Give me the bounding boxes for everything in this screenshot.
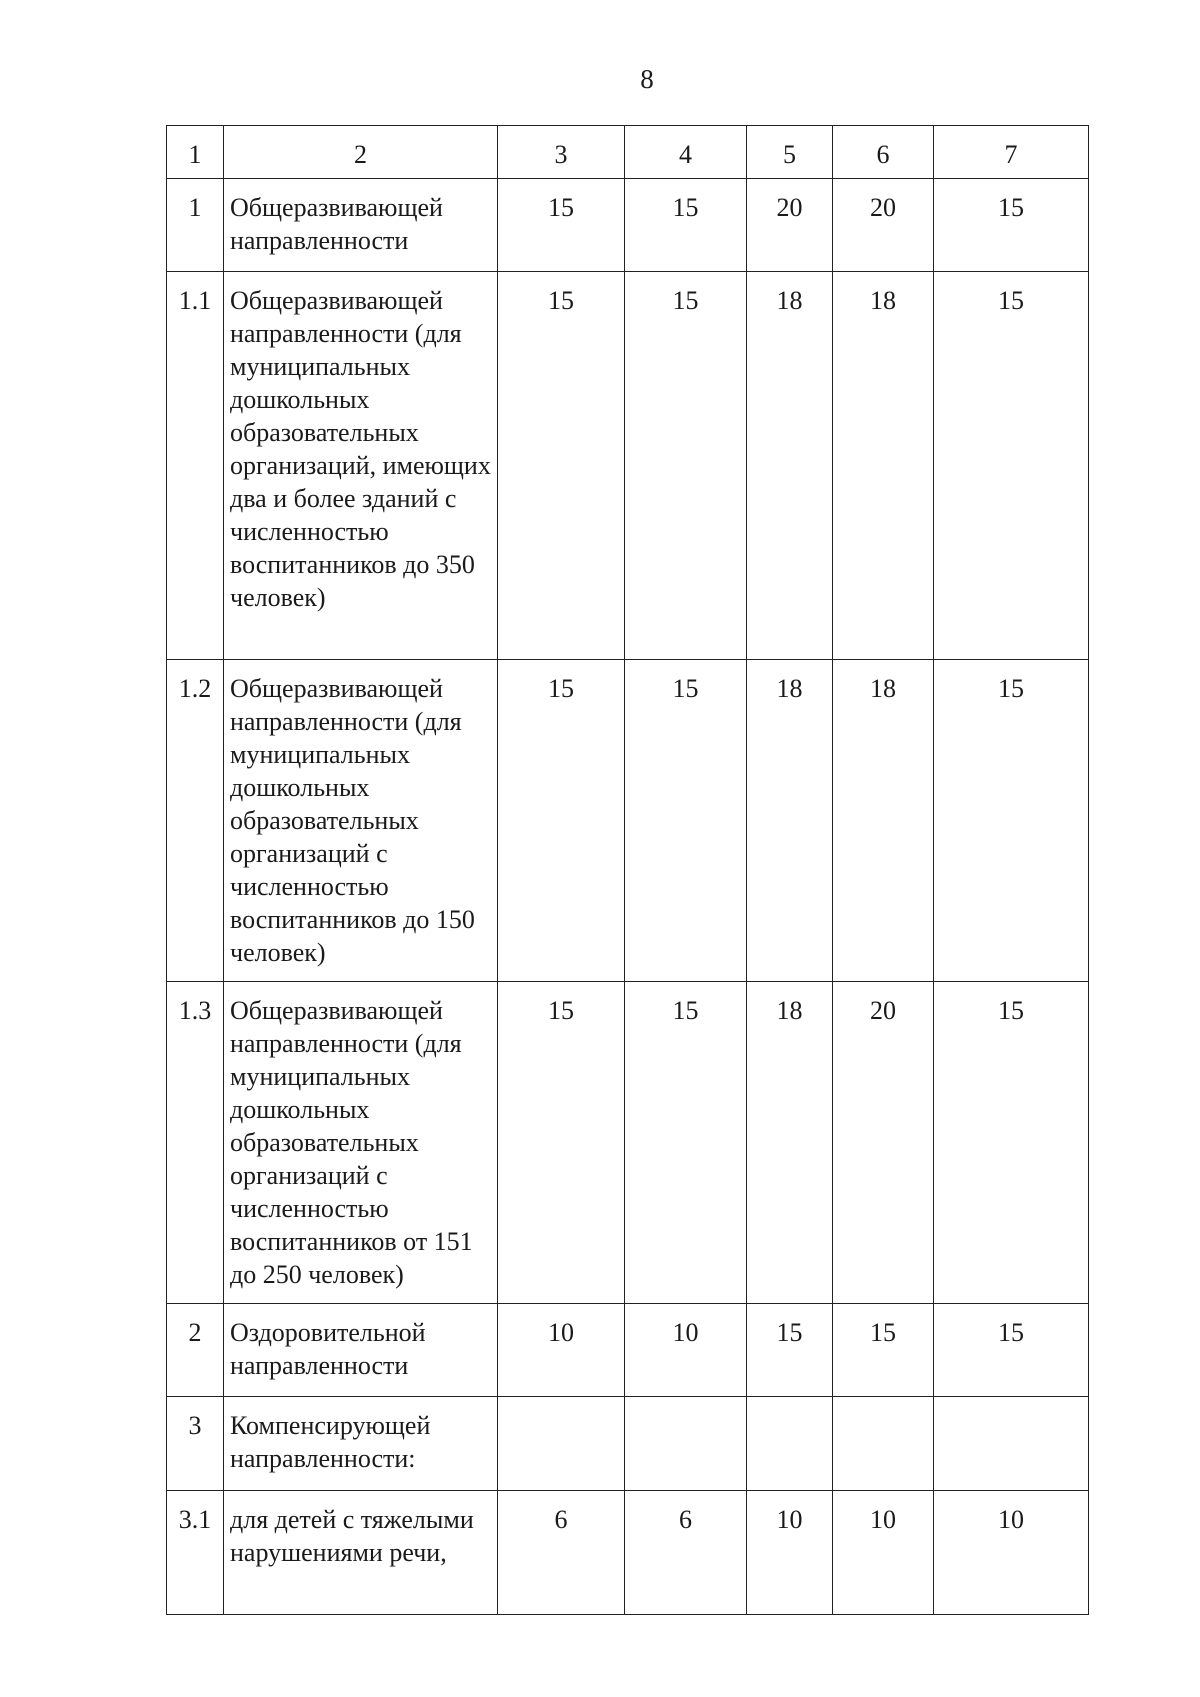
cell-value [625, 1397, 747, 1491]
table-row [167, 1491, 1089, 1615]
row-number: 1.3 [167, 982, 224, 1304]
cell-value: 15 [498, 179, 625, 272]
cell-value: 10 [625, 1304, 747, 1397]
cell-value: 15 [934, 982, 1089, 1304]
row-name: Общеразвивающей направленности (для муниципальных дошкольных образовательных организаций с численностью воспитанников до 150 человек) [224, 660, 498, 982]
cell-value: 15 [625, 272, 747, 660]
cell-value: 15 [498, 660, 625, 982]
header-cell: 6 [833, 126, 934, 179]
cell-value: 6 [625, 1491, 747, 1615]
cell-value: 20 [833, 179, 934, 272]
header-cell: 7 [934, 126, 1089, 179]
cell-value: 18 [833, 660, 934, 982]
row-number: 3 [167, 1397, 224, 1491]
cell-value: 10 [498, 1304, 625, 1397]
cell-value: 20 [833, 982, 934, 1304]
row-name: Компенсирующей направленности: [224, 1397, 498, 1491]
cell-value: 10 [934, 1491, 1089, 1615]
cell-value: 15 [934, 179, 1089, 272]
header-cell: 5 [747, 126, 833, 179]
cell-value: 15 [934, 660, 1089, 982]
cell-value: 15 [498, 272, 625, 660]
cell-value: 15 [625, 982, 747, 1304]
cell-value: 15 [934, 1304, 1089, 1397]
cell-value: 6 [498, 1491, 625, 1615]
row-name: Оздоровительной направленности [224, 1304, 498, 1397]
cell-value [498, 1397, 625, 1491]
cell-value: 15 [833, 1304, 934, 1397]
table-row [167, 1304, 1089, 1397]
row-name: Общеразвивающей направленности (для муниципальных дошкольных образовательных организаций с численностью воспитанников от 151 до 250 человек) [224, 982, 498, 1304]
row-number: 1 [167, 179, 224, 272]
table-row [167, 1397, 1089, 1491]
table-row [167, 272, 1089, 660]
cell-value: 10 [833, 1491, 934, 1615]
table-row [167, 982, 1089, 1304]
row-number: 1.1 [167, 272, 224, 660]
cell-value: 18 [747, 272, 833, 660]
page-number: 8 [640, 64, 654, 94]
header-cell: 2 [224, 126, 498, 179]
header-cell: 4 [625, 126, 747, 179]
data-table [166, 125, 1089, 1615]
cell-value [934, 1397, 1089, 1491]
cell-value [833, 1397, 934, 1491]
cell-value: 15 [625, 660, 747, 982]
row-number: 3.1 [167, 1491, 224, 1615]
row-number: 1.2 [167, 660, 224, 982]
cell-value: 10 [747, 1491, 833, 1615]
cell-value [747, 1397, 833, 1491]
table-row [167, 179, 1089, 272]
cell-value: 15 [498, 982, 625, 1304]
header-cell: 3 [498, 126, 625, 179]
cell-value: 20 [747, 179, 833, 272]
cell-value: 15 [625, 179, 747, 272]
row-name: Общеразвивающей направленности (для муниципальных дошкольных образовательных организаций, имеющих два и более зданий с численностью воспитанников до 350 человек) [224, 272, 498, 660]
row-name: для детей с тяжелыми нарушениями речи, [224, 1491, 498, 1615]
row-name: Общеразвивающей направленности [224, 179, 498, 272]
header-cell: 1 [167, 126, 224, 179]
cell-value: 18 [747, 660, 833, 982]
table-row [167, 660, 1089, 982]
cell-value: 18 [747, 982, 833, 1304]
cell-value: 18 [833, 272, 934, 660]
table-header-row [167, 126, 1089, 179]
cell-value: 15 [934, 272, 1089, 660]
row-number: 2 [167, 1304, 224, 1397]
cell-value: 15 [747, 1304, 833, 1397]
